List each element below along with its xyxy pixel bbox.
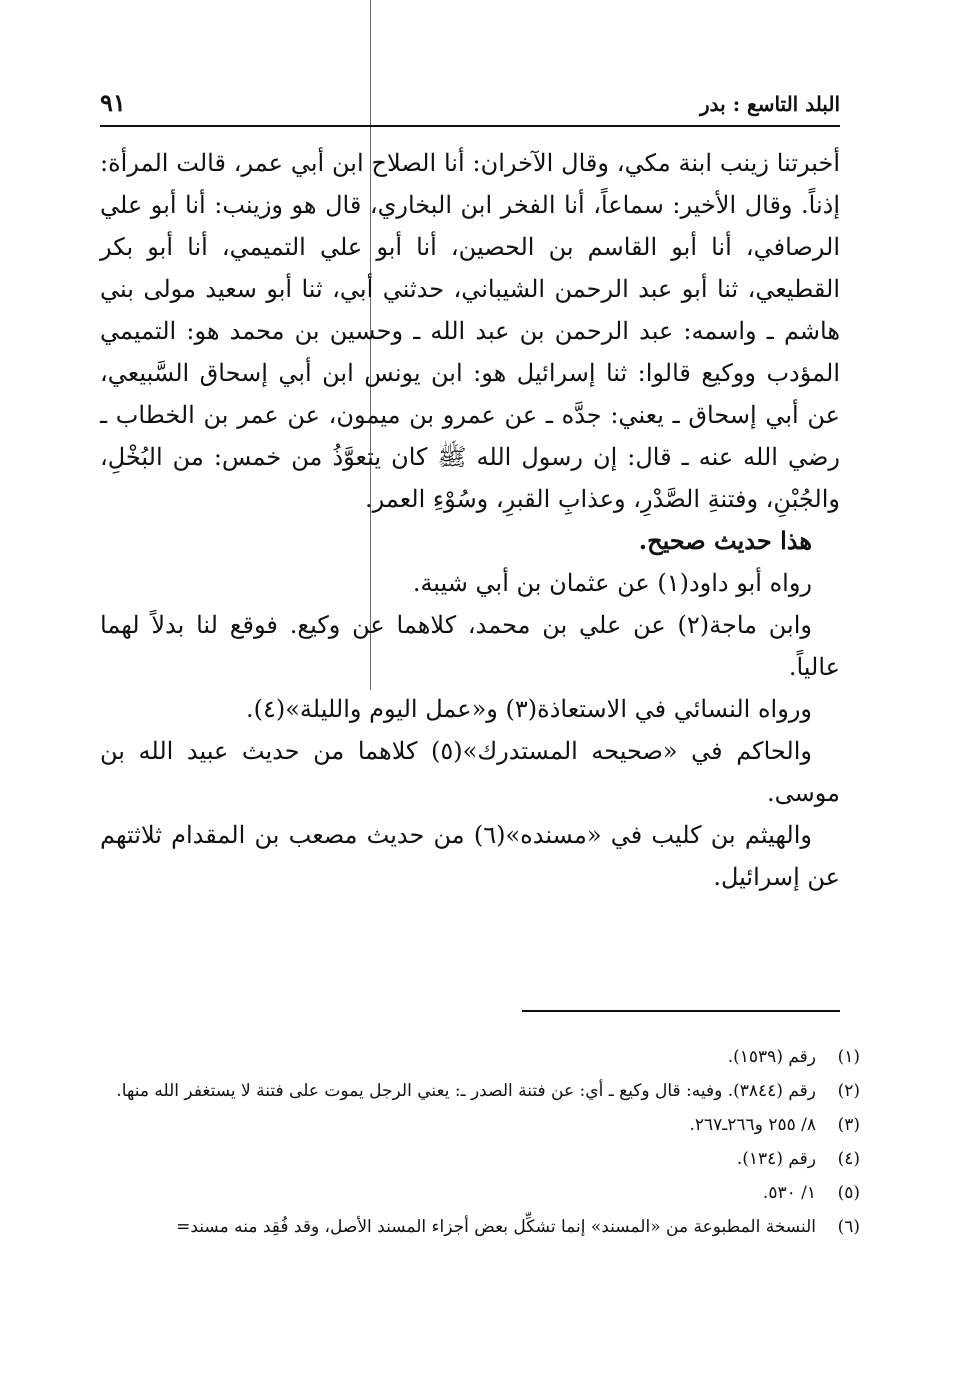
footnote-item bbox=[100, 1040, 860, 1074]
footnote-number: (٤) bbox=[837, 1149, 860, 1169]
footnote-item bbox=[100, 1210, 860, 1244]
footnote-text: ٨/ ٢٥٥ و٢٦٦ـ٢٦٧. bbox=[689, 1115, 816, 1135]
footnote-item bbox=[100, 1074, 860, 1108]
footnote-number: (٢) bbox=[837, 1081, 860, 1101]
paragraph-nasai: ورواه النسائي في الاستعاذة(٣) و«عمل اليوم والليلة»(٤). bbox=[245, 695, 812, 723]
header-rule bbox=[100, 125, 840, 127]
footnote-number: (٦) bbox=[837, 1217, 860, 1237]
footnote-text: رقم (١٥٣٩). bbox=[727, 1047, 816, 1067]
footnote-item bbox=[100, 1142, 860, 1176]
footnote-text: رقم (١٣٤). bbox=[736, 1149, 816, 1169]
paragraph-hakim: والحاكم في «صحيحه المستدرك»(٥) كلاهما من حديث عبيد الله بن موسى. bbox=[100, 737, 840, 807]
paragraph-isnad: أخبرتنا زينب ابنة مكي، وقال الآخران: أنا الصلاح ابن أبي عمر، قالت المرأة: إذناً. وقال الأخير: سماعاً، أنا الفخر ابن البخاري، قال هو وزينب: أنا أبو علي الرصافي، أنا أبو القاسم بن الحصين، أنا أبو علي التميمي، أنا أبو بكر القطيعي، ثنا أبو عبد الرحمن الشيباني، حدثني أبي، ثنا أبو سعيد مولى بني هاشم ـ واسمه: عبد الرحمن بن عبد الله ـ وحسين بن محمد هو: التميمي المؤدب ووكيع قالوا: ثنا إسرائيل هو: ابن يونس ابن أبي إسحاق السَّبيعي، عن أبي إسحاق ـ يعني: جدَّه ـ عن عمرو بن ميمون، عن عمر بن الخطاب ـ رضي الله عنه ـ قال: إن رسول الله ﷺ كان يتعوَّذُ من خمس: من البُخْلِ، والجُبْنِ، وفتنةِ الصَّدْرِ، وعذابِ القبرِ، وسُوْءِ العمر. bbox=[100, 149, 840, 513]
footnote-text: النسخة المطبوعة من «المسند» إنما تشكِّل بعض أجزاء المسند الأصل، وقد فُقِد منه مسند= bbox=[176, 1217, 816, 1237]
footnote-text: ١/ ٥٣٠. bbox=[762, 1183, 816, 1203]
footnote-separator bbox=[522, 1010, 840, 1012]
footnote-item bbox=[100, 1176, 860, 1210]
footnote-number: (٥) bbox=[837, 1183, 860, 1203]
footnote-number: (٣) bbox=[837, 1115, 860, 1135]
page-number: ٩١ bbox=[100, 88, 126, 117]
body-text bbox=[100, 142, 840, 898]
paragraph-haytham: والهيثم بن كليب في «مسنده»(٦) من حديث مصعب بن المقدام ثلاثتهم عن إسرائيل. bbox=[100, 821, 840, 891]
footnote-item bbox=[100, 1108, 860, 1142]
footnotes bbox=[100, 1040, 860, 1244]
paragraph-ibn-majah: وابن ماجة(٢) عن علي بن محمد، كلاهما عن وكيع. فوقع لنا بدلاً لهما عالياً. bbox=[100, 611, 840, 681]
paragraph-grading: هذا حديث صحيح. bbox=[638, 526, 812, 555]
footnote-number: (١) bbox=[837, 1047, 860, 1067]
paragraph-abu-dawud: رواه أبو داود(١) عن عثمان بن أبي شيبة. bbox=[412, 569, 812, 597]
page-header bbox=[100, 82, 840, 122]
running-title: البلد التاسع : بدر bbox=[700, 92, 840, 116]
footnote-text: رقم (٣٨٤٤). وفيه: قال وكيع ـ أي: عن فتنة الصدر ـ: يعني الرجل يموت على فتنة لا يستغفر الله منها. bbox=[116, 1081, 816, 1101]
